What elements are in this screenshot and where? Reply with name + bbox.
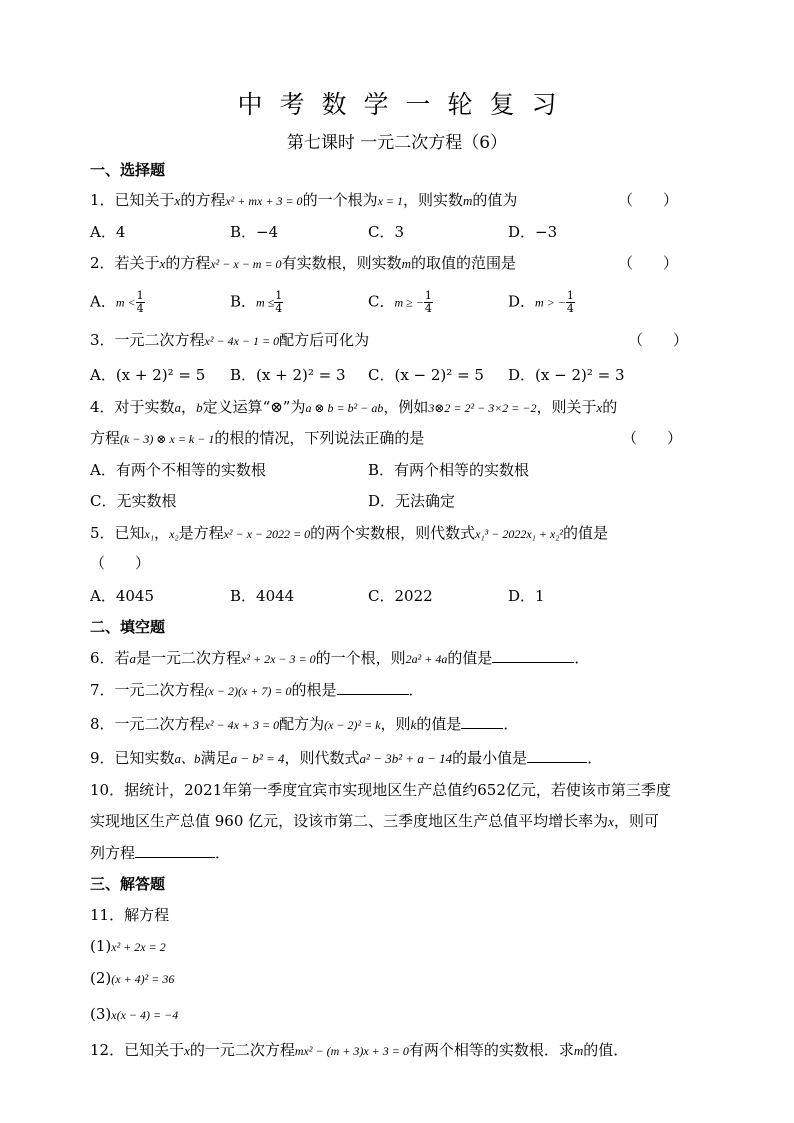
q4-option-c: C．无实数根 [90,492,177,510]
q1-var: m [463,193,473,208]
question-4-line-2 [90,428,424,449]
q1-text: 1．已知关于 [90,191,175,209]
q7-text: 7．一元二次方程 [90,681,205,699]
q3-option-a: A．(x + 2)² = 5 [90,366,206,384]
q5-var: x₂ [169,527,179,541]
q4-var: a [174,400,182,415]
q5-var: x₁ [144,527,155,541]
q12-text: 12．已知关于 [90,1041,185,1059]
fraction: $\frac{1}{4}$ [136,289,144,315]
q11-item-1 [90,936,166,957]
q2-option-d [508,290,575,315]
q10-answer-blank[interactable] [135,843,215,858]
fraction: $\frac{1}{4}$ [566,289,574,315]
q5-option-c: C．2022 [368,587,433,605]
q5-expression: x₁³ − 2022x₁ + x₂² [475,527,564,541]
q9-text: ． [587,749,603,767]
q1-option-c: C．3 [368,223,405,241]
q2-option-a [90,290,145,315]
question-5 [90,523,608,544]
q4-option-b: B．有两个相等的实数根 [368,461,530,479]
question-11: 11．解方程 [90,906,170,924]
option-math: m ≤ [256,295,275,310]
q1-equation: x² + mx + 3 = 0 [225,194,303,208]
q1-option-b: B．−4 [230,223,279,241]
question-9 [90,748,602,769]
fraction: $\frac{1}{4}$ [275,289,283,315]
q9-text: 9．已知实数 [90,749,175,767]
q10-text: 列方程 [90,844,136,862]
q2-option-b [230,290,283,315]
q5-text: 的值是 [563,524,609,542]
q3-option-b: B．(x + 2)² = 3 [230,366,346,384]
q2-var: x [159,256,166,271]
q9-var: a、b [174,751,201,766]
q2-text: 有实数根，则实数 [281,254,402,272]
q6-expression: 2a² + 4a [405,652,448,666]
q9-expression: a² − 3b² + a − 14 [359,751,453,766]
q2-text: 的方程 [165,254,211,272]
q5-answer-paren: （ ） [90,554,151,572]
q9-text: 的最小值是 [452,749,528,767]
q6-text: 6．若 [90,649,130,667]
q1-text: 的值为 [472,191,518,209]
q12-text: 的一元二次方程 [189,1041,295,1059]
q4-text: 的 [602,398,618,416]
question-8 [90,714,518,735]
question-1 [90,190,517,211]
q2-text: 的取值的范围是 [410,254,516,272]
q12-text: 的值． [583,1041,629,1059]
q9-condition: a − b² = 4 [230,751,285,766]
q6-var: a [129,651,137,666]
q11-item-2 [90,968,174,989]
q9-text: 满足 [200,749,231,767]
q3-text: 配方后可化为 [279,331,370,349]
q2-answer-paren: （ ） [618,254,679,272]
q4-text: 的根的情况，下列说法正确的是 [214,429,425,447]
option-letter: C． [368,292,395,311]
q4-text: 定义运算“⊗”为 [202,398,306,416]
q2-equation: x² − x − m = 0 [210,257,282,271]
page-title: 中考数学一轮复习 [237,90,574,119]
q6-answer-blank[interactable] [492,648,574,663]
q1-text: 的一个根为 [302,191,378,209]
q4-text: 方程 [90,429,121,447]
q1-option-d: D．−3 [508,223,558,241]
question-6 [90,648,589,669]
q10-text: ，则可 [613,812,659,830]
q8-text: 8．一元二次方程 [90,715,205,733]
option-math: m ≥ − [394,295,424,310]
q4-answer-paren: （ ） [622,429,683,447]
section-heading-choice: 一、选择题 [90,161,166,179]
question-10-line-1 [90,780,671,800]
section-heading-solve: 三、解答题 [90,875,166,893]
question-12 [90,1040,628,1061]
q5-option-b: B．4044 [230,587,295,605]
question-7 [90,680,424,701]
q4-equation: (k − 3) ⊗ x = k − 1 [120,432,215,446]
q12-var: x [184,1043,190,1058]
question-10-line-2 [90,811,659,832]
q7-answer-blank[interactable] [337,680,409,695]
item-number: (2) [90,969,112,987]
option-math: m > − [535,295,566,310]
q7-text: 的根是 [291,681,337,699]
q4-example: 3⊗2 = 2² − 3×2 = −2 [428,401,537,415]
q5-equation: x² − x − 2022 = 0 [223,527,311,541]
question-3 [90,330,369,351]
q1-var: x [174,193,181,208]
q4-text: ，则关于 [536,398,597,416]
q6-text: 的值是 [447,649,493,667]
q5-option-a: A．4045 [90,587,155,605]
option-letter: A． [90,292,116,311]
q8-text: ，则 [380,715,411,733]
q10-text: 10．据统计，2021年第一季度宜宾市实现地区生产总值约652亿元，若使该市第三季度 [90,781,671,799]
q12-text: 有两个相等的实数根．求 [408,1041,574,1059]
q5-text: 是方程 [178,524,224,542]
item-number: (3) [90,1005,112,1023]
q1-text: ，则实数 [403,191,464,209]
q6-text: ． [574,649,590,667]
q4-text: ， [181,398,197,416]
item-equation: x(x − 4) = −4 [111,1008,179,1022]
q8-form: (x − 2)² = k [324,718,381,732]
option-letter: D． [508,292,536,311]
q5-option-d: D．1 [508,587,545,605]
q5-text: 5．已知 [90,524,145,542]
question-2 [90,253,516,274]
q1-option-a: A．4 [90,223,126,241]
q7-text: ． [408,681,424,699]
q4-option-a: A．有两个不相等的实数根 [90,461,266,479]
q6-text: 是一元二次方程 [136,649,242,667]
q8-equation: x² − 4x + 3 = 0 [204,718,280,732]
q1-root: x = 1 [377,194,404,208]
q4-text: 4．对于实数 [90,398,175,416]
q3-equation: x² − 4x − 1 = 0 [204,334,280,348]
q10-text: 实现地区生产总值 960 亿元，设该市第二、三季度地区生产总值平均增长率为 [90,812,609,830]
item-number: (1) [90,937,112,955]
q10-var: x [608,814,614,829]
q11-item-3 [90,1004,178,1025]
option-math: m < [115,295,136,310]
q1-text: 的方程 [180,191,226,209]
q8-answer-blank[interactable] [461,714,503,729]
q2-option-c [368,290,433,315]
page-subtitle: 第七课时 一元二次方程（6） [286,133,508,153]
q7-equation: (x − 2)(x + 7) = 0 [204,684,292,698]
q2-text: 2．若关于 [90,254,160,272]
q8-text: 配方为 [279,715,325,733]
item-equation: (x + 4)² = 36 [111,972,175,986]
q5-text: ， [154,524,170,542]
q8-var: k [410,717,417,732]
section-heading-fill: 二、填空题 [90,618,166,636]
q9-answer-blank[interactable] [527,748,587,763]
q4-var: b [196,400,203,415]
q12-equation: mx² − (m + 3)x + 3 = 0 [294,1044,409,1058]
q12-var: m [573,1043,584,1058]
option-letter: B． [230,292,257,311]
q1-answer-paren: （ ） [618,191,679,209]
question-10-line-3 [90,843,230,863]
q5-text: 的两个实数根，则代数式 [310,524,476,542]
q6-equation: x² + 2x − 3 = 0 [241,652,316,666]
item-equation: x² + 2x = 2 [111,940,166,954]
q4-var: x [596,400,603,415]
q6-text: 的一个根，则 [315,649,406,667]
q4-definition: a ⊗ b = b² − ab [305,401,384,415]
q3-text: 3．一元二次方程 [90,331,205,349]
q3-answer-paren: （ ） [628,331,689,349]
q8-text: 的值是 [416,715,462,733]
question-4-line-1 [90,397,617,418]
q4-option-d: D．无法确定 [368,492,456,510]
fraction: $\frac{1}{4}$ [424,289,432,315]
q4-text: ，例如 [383,398,429,416]
q3-option-c: C．(x − 2)² = 5 [368,366,484,384]
q9-text: ，则代数式 [284,749,360,767]
q10-text: ． [215,844,231,862]
q2-var: m [401,256,411,271]
q3-option-d: D．(x − 2)² = 3 [508,366,625,384]
q8-text: ． [503,715,519,733]
